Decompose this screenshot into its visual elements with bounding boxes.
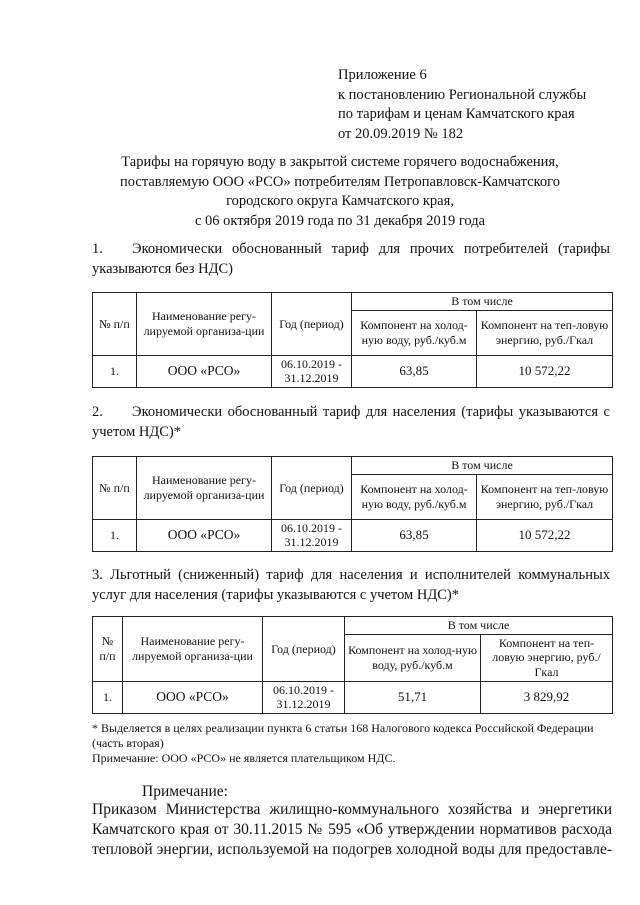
row-heat-value: 10 572,22	[477, 355, 613, 387]
row-org: ООО «РСО»	[137, 355, 272, 387]
title-line: городского округа Камчатского края,	[226, 193, 454, 209]
section-1-heading	[92, 240, 610, 279]
header-heat: Компонент на теп-ловую энергию, руб./Гкал	[477, 310, 613, 355]
appendix-line: к постановлению Региональной службы	[338, 86, 587, 103]
row-heat-value: 3 829,92	[481, 681, 613, 713]
header-org: Наименование регу-лируемой организа-ции	[137, 457, 272, 520]
section-number: 1.	[92, 241, 103, 257]
table-row	[93, 681, 613, 713]
note-title: Примечание:	[142, 783, 228, 800]
header-cold: Компонент на холод-ную воду, руб./куб.м	[352, 474, 477, 519]
header-cold: Компонент на холод-ную воду, руб./куб.м	[345, 634, 481, 681]
header-org: Наименование регу-лируемой организа-ции	[123, 617, 263, 682]
header-including: В том числе	[352, 293, 613, 311]
title-line: поставляемую ООО «РСО» потребителям Петропавловск-Камчатского	[120, 173, 560, 190]
header-heat: Компонент на теп-ловую энергию, руб./Гкал	[481, 634, 613, 681]
footnote-star: * Выделяется в целях реализации пункта 6 статьи 168 Налогового кодекса Российской Федерации (часть вторая)	[92, 721, 594, 750]
header-period: Год (период)	[272, 293, 352, 356]
row-org: ООО «РСО»	[123, 681, 263, 713]
row-heat-value: 10 572,22	[477, 519, 613, 551]
note-body: Приказом Министерства жилищно-коммунального хозяйства и энергетики Камчатского края от 30.11.2015 № 595 «Об утверждении нормативов расхода тепловой энергии, используемой на подогрев холодной воды для предоставле-	[92, 801, 612, 858]
appendix-line: по тарифам и ценам Камчатского края	[338, 106, 575, 122]
row-num: 1.	[93, 681, 123, 713]
tariff-table-3	[92, 616, 613, 714]
row-cold-value: 63,85	[352, 355, 477, 387]
tariff-table-2	[92, 456, 613, 552]
row-period: 06.10.2019 - 31.12.2019	[263, 681, 345, 713]
section-heading-text: Экономически обоснованный тариф для населения (тарифы указываются с учетом НДС)*	[92, 404, 610, 440]
header-cold: Компонент на холод-ную воду, руб./куб.м	[352, 310, 477, 355]
row-org: ООО «РСО»	[137, 519, 272, 551]
appendix-line: Приложение 6	[338, 67, 427, 83]
title-line: с 06 октября 2019 года по 31 декабря 2019 года	[194, 212, 486, 229]
section-number: 2.	[92, 404, 103, 420]
header-including: В том числе	[345, 617, 613, 635]
section-heading-text: Льготный (сниженный) тариф для населения и исполнителей коммунальных услуг для населения (тарифы указываются с учетом НДС)*	[92, 567, 610, 603]
row-period: 06.10.2019 - 31.12.2019	[272, 355, 352, 387]
appendix-block	[338, 66, 628, 144]
section-heading-text: Экономически обоснованный тариф для прочих потребителей (тарифы указываются без НДС)	[92, 241, 610, 277]
row-cold-value: 63,85	[352, 519, 477, 551]
header-num: № п/п	[93, 293, 137, 356]
row-num: 1.	[93, 355, 137, 387]
row-cold-value: 51,71	[345, 681, 481, 713]
section-3-heading	[92, 566, 610, 605]
header-num: № п/п	[93, 457, 137, 520]
tariff-table-1	[92, 292, 613, 388]
row-period: 06.10.2019 - 31.12.2019	[272, 519, 352, 551]
row-num: 1.	[93, 519, 137, 551]
header-num: № п/п	[93, 617, 123, 682]
header-heat: Компонент на теп-ловую энергию, руб./Гкал	[477, 474, 613, 519]
title-line: Тарифы на горячую воду в закрытой системе горячего водоснабжения,	[121, 154, 559, 170]
footnote-remark: Примечание: ООО «РСО» не является плательщиком НДС.	[92, 751, 396, 765]
table-row	[93, 519, 613, 551]
section-number: 3.	[92, 567, 103, 583]
footnote-block	[92, 721, 612, 766]
header-period: Год (период)	[272, 457, 352, 520]
section-2-heading	[92, 403, 610, 442]
header-period: Год (период)	[263, 617, 345, 682]
header-org: Наименование регу-лируемой организа-ции	[137, 293, 272, 356]
document-title	[80, 153, 600, 231]
header-including: В том числе	[352, 457, 613, 475]
appendix-line: от 20.09.2019 № 182	[338, 125, 464, 142]
table-row	[93, 355, 613, 387]
